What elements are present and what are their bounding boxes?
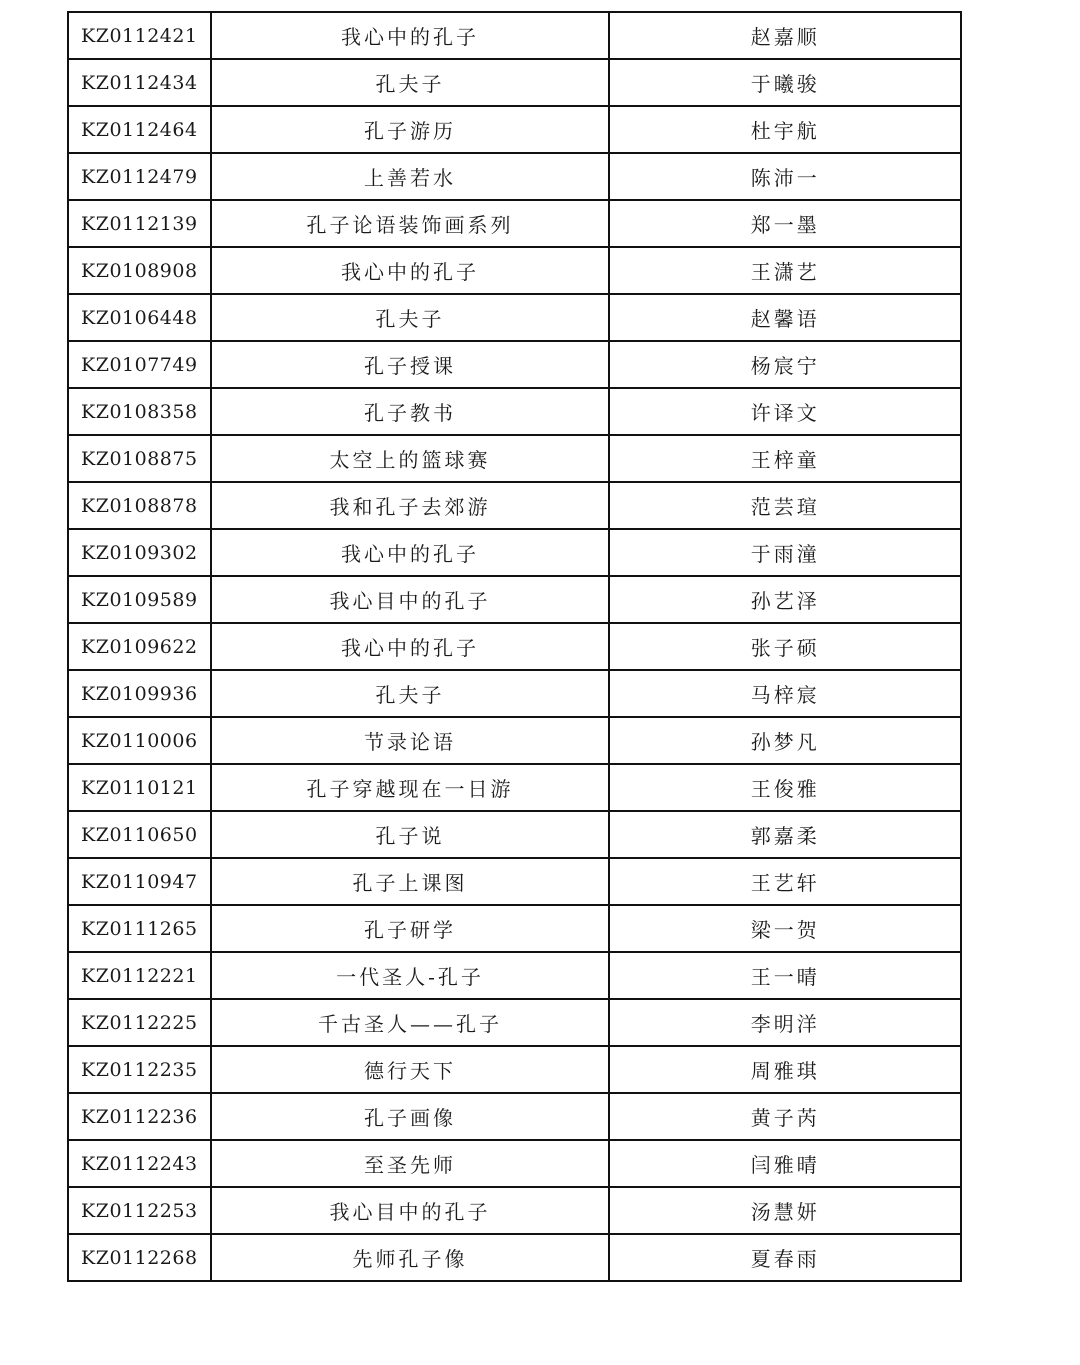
table-row — [68, 200, 961, 247]
entry-title-cell: 孔子画像 — [211, 1093, 610, 1140]
entry-id-cell: KZ0112479 — [68, 153, 211, 200]
entry-title-cell: 我心中的孔子 — [211, 529, 610, 576]
table-row — [68, 247, 961, 294]
table-row — [68, 670, 961, 717]
table-row — [68, 764, 961, 811]
entry-title-cell: 我和孔子去郊游 — [211, 482, 610, 529]
entry-id-cell: KZ0111265 — [68, 905, 211, 952]
entry-title-cell: 孔子说 — [211, 811, 610, 858]
entry-author-cell: 郑一墨 — [609, 200, 961, 247]
entry-id-cell: KZ0112268 — [68, 1234, 211, 1281]
entry-title-cell: 节录论语 — [211, 717, 610, 764]
entry-author-cell: 王潇艺 — [609, 247, 961, 294]
entry-title-cell: 孔子授课 — [211, 341, 610, 388]
entry-id-cell: KZ0108358 — [68, 388, 211, 435]
entry-title-cell: 我心中的孔子 — [211, 247, 610, 294]
entry-title-cell: 我心中的孔子 — [211, 623, 610, 670]
table-row — [68, 153, 961, 200]
table-row — [68, 59, 961, 106]
entry-author-cell: 赵嘉顺 — [609, 12, 961, 59]
entry-title-cell: 太空上的篮球赛 — [211, 435, 610, 482]
entry-id-cell: KZ0108878 — [68, 482, 211, 529]
table-row — [68, 576, 961, 623]
entry-author-cell: 郭嘉柔 — [609, 811, 961, 858]
entry-author-cell: 周雅琪 — [609, 1046, 961, 1093]
entry-id-cell: KZ0112236 — [68, 1093, 211, 1140]
table-row — [68, 294, 961, 341]
entry-title-cell: 一代圣人-孔子 — [211, 952, 610, 999]
table-row — [68, 341, 961, 388]
table-row — [68, 1046, 961, 1093]
entry-id-cell: KZ0110947 — [68, 858, 211, 905]
table-row — [68, 905, 961, 952]
entry-author-cell: 张子硕 — [609, 623, 961, 670]
entry-id-cell: KZ0112464 — [68, 106, 211, 153]
entry-author-cell: 于雨潼 — [609, 529, 961, 576]
entry-author-cell: 梁一贺 — [609, 905, 961, 952]
entry-title-cell: 孔子游历 — [211, 106, 610, 153]
table-row — [68, 1140, 961, 1187]
entry-id-cell: KZ0108875 — [68, 435, 211, 482]
entries-table-body — [68, 12, 961, 1281]
entry-title-cell: 上善若水 — [211, 153, 610, 200]
entry-id-cell: KZ0109302 — [68, 529, 211, 576]
entry-author-cell: 汤慧妍 — [609, 1187, 961, 1234]
entry-author-cell: 范芸瑄 — [609, 482, 961, 529]
table-row — [68, 529, 961, 576]
entry-id-cell: KZ0110006 — [68, 717, 211, 764]
entry-title-cell: 我心目中的孔子 — [211, 1187, 610, 1234]
entry-id-cell: KZ0109622 — [68, 623, 211, 670]
entry-author-cell: 王一晴 — [609, 952, 961, 999]
entry-title-cell: 孔子教书 — [211, 388, 610, 435]
entries-table — [67, 11, 962, 1282]
entry-id-cell: KZ0112235 — [68, 1046, 211, 1093]
entry-author-cell: 杨宸宁 — [609, 341, 961, 388]
entry-id-cell: KZ0112243 — [68, 1140, 211, 1187]
table-row — [68, 952, 961, 999]
entry-author-cell: 陈沛一 — [609, 153, 961, 200]
table-row — [68, 858, 961, 905]
entry-title-cell: 孔子研学 — [211, 905, 610, 952]
entry-author-cell: 王俊雅 — [609, 764, 961, 811]
entry-author-cell: 于曦骏 — [609, 59, 961, 106]
entry-title-cell: 千古圣人——孔子 — [211, 999, 610, 1046]
entry-author-cell: 杜宇航 — [609, 106, 961, 153]
entry-id-cell: KZ0110650 — [68, 811, 211, 858]
table-row — [68, 717, 961, 764]
entry-title-cell: 德行天下 — [211, 1046, 610, 1093]
table-row — [68, 12, 961, 59]
entry-author-cell: 王艺轩 — [609, 858, 961, 905]
table-row — [68, 999, 961, 1046]
table-row — [68, 1093, 961, 1140]
entry-title-cell: 孔夫子 — [211, 670, 610, 717]
entry-id-cell: KZ0110121 — [68, 764, 211, 811]
table-row — [68, 435, 961, 482]
entry-title-cell: 孔子上课图 — [211, 858, 610, 905]
entry-id-cell: KZ0112225 — [68, 999, 211, 1046]
entry-author-cell: 夏春雨 — [609, 1234, 961, 1281]
entry-id-cell: KZ0112434 — [68, 59, 211, 106]
entry-author-cell: 孙艺泽 — [609, 576, 961, 623]
entry-author-cell: 孙梦凡 — [609, 717, 961, 764]
entry-id-cell: KZ0112421 — [68, 12, 211, 59]
entry-title-cell: 至圣先师 — [211, 1140, 610, 1187]
entry-id-cell: KZ0112253 — [68, 1187, 211, 1234]
entry-author-cell: 黄子芮 — [609, 1093, 961, 1140]
table-row — [68, 811, 961, 858]
entry-title-cell: 孔子论语装饰画系列 — [211, 200, 610, 247]
entry-title-cell: 孔夫子 — [211, 59, 610, 106]
entry-id-cell: KZ0107749 — [68, 341, 211, 388]
entry-title-cell: 孔夫子 — [211, 294, 610, 341]
entry-id-cell: KZ0112139 — [68, 200, 211, 247]
entry-title-cell: 孔子穿越现在一日游 — [211, 764, 610, 811]
entry-id-cell: KZ0106448 — [68, 294, 211, 341]
entry-author-cell: 闫雅晴 — [609, 1140, 961, 1187]
table-row — [68, 623, 961, 670]
entry-title-cell: 我心目中的孔子 — [211, 576, 610, 623]
entry-author-cell: 李明洋 — [609, 999, 961, 1046]
entry-id-cell: KZ0112221 — [68, 952, 211, 999]
table-row — [68, 388, 961, 435]
entry-author-cell: 赵馨语 — [609, 294, 961, 341]
table-row — [68, 1187, 961, 1234]
entry-author-cell: 王梓童 — [609, 435, 961, 482]
table-row — [68, 482, 961, 529]
entry-title-cell: 我心中的孔子 — [211, 12, 610, 59]
table-row — [68, 1234, 961, 1281]
table-row — [68, 106, 961, 153]
entry-author-cell: 马梓宸 — [609, 670, 961, 717]
entry-author-cell: 许译文 — [609, 388, 961, 435]
entry-id-cell: KZ0108908 — [68, 247, 211, 294]
entry-id-cell: KZ0109589 — [68, 576, 211, 623]
entry-title-cell: 先师孔子像 — [211, 1234, 610, 1281]
entry-id-cell: KZ0109936 — [68, 670, 211, 717]
